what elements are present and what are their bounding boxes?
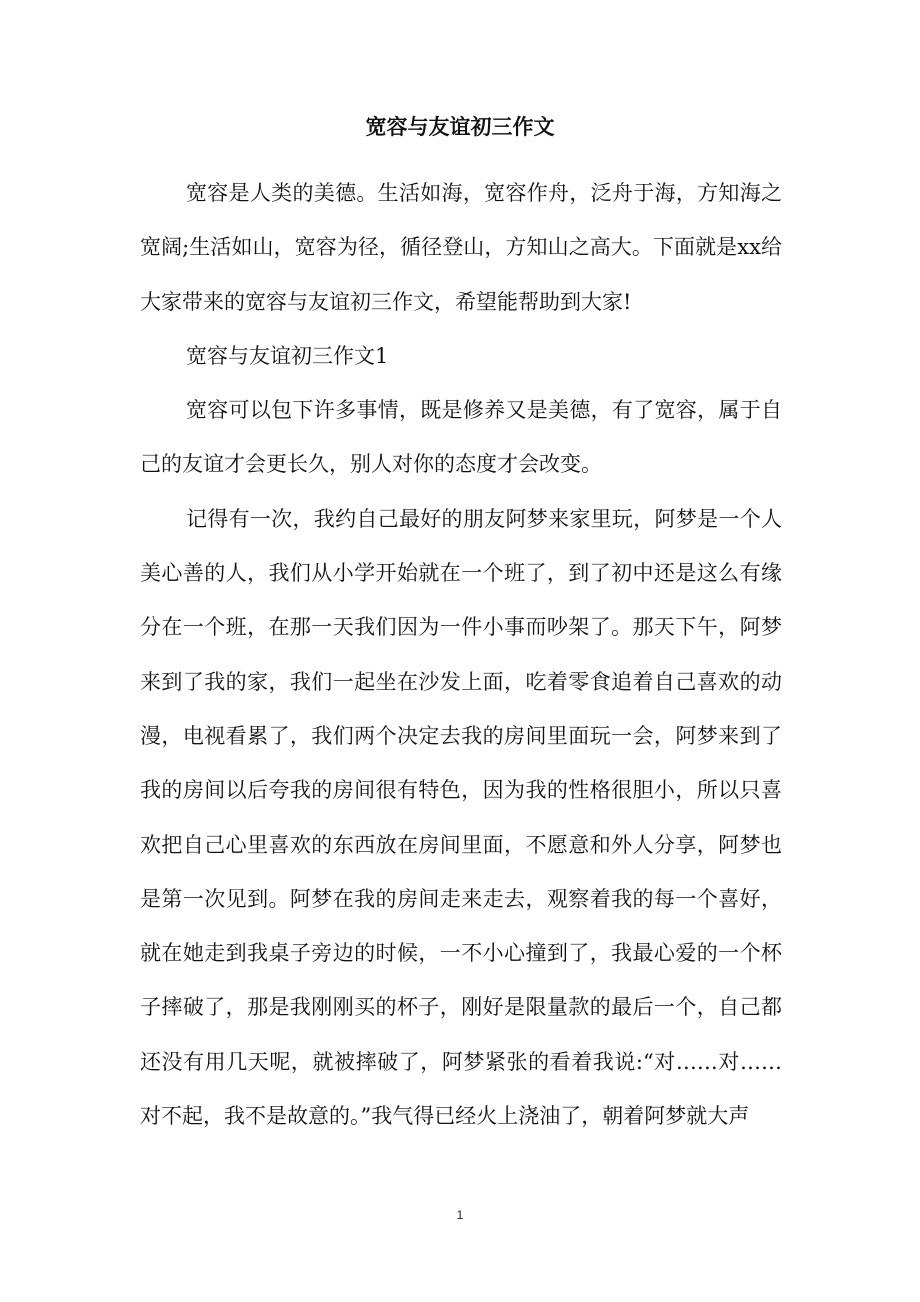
page-number: 1: [456, 1208, 464, 1222]
paragraph-story: 记得有一次，我约自己最好的朋友阿梦来家里玩，阿梦是一个人美心善的人，我们从小学开始就在一个班了，到了初中还是这么有缘分在一个班，在那一天我们因为一件小事而吵架了。那天下午，阿梦来到了我的家，我们一起坐在沙发上面，吃着零食追着自己喜欢的动漫，电视看累了，我们两个决定去我的房间里面玩一会，阿梦来到了我的房间以后夸我的房间很有特色，因为我的性格很胆小，所以只喜欢把自己心里喜欢的东西放在房间里面，不愿意和外人分享，阿梦也是第一次见到。阿梦在我的房间走来走去，观察着我的每一个喜好，就在她走到我桌子旁边的时候，一不小心撞到了，我最心爱的一个杯子摔破了，那是我刚刚买的杯子，刚好是限量款的最后一个，自己都还没有用几天呢，就被摔破了，阿梦紧张的看着我说:“对……对……对不起，我不是故意的。”我气得已经火上浇油了，朝着阿梦就大声: [140, 506, 782, 1129]
document-body: [140, 166, 782, 1143]
paragraph-intro: 宽容是人类的美德。生活如海，宽容作舟，泛舟于海，方知海之宽阔;生活如山，宽容为径，循径登山，方知山之高大。下面就是xx给大家带来的宽容与友谊初三作文，希望能帮助到大家!: [140, 181, 782, 314]
paragraph-tolerance: 宽容可以包下许多事情，既是修养又是美德，有了宽容，属于自己的友谊才会更长久，别人对你的态度才会改变。: [140, 398, 782, 477]
section-heading: 宽容与友谊初三作文1: [186, 343, 389, 368]
document-title: 宽容与友谊初三作文: [365, 114, 555, 139]
